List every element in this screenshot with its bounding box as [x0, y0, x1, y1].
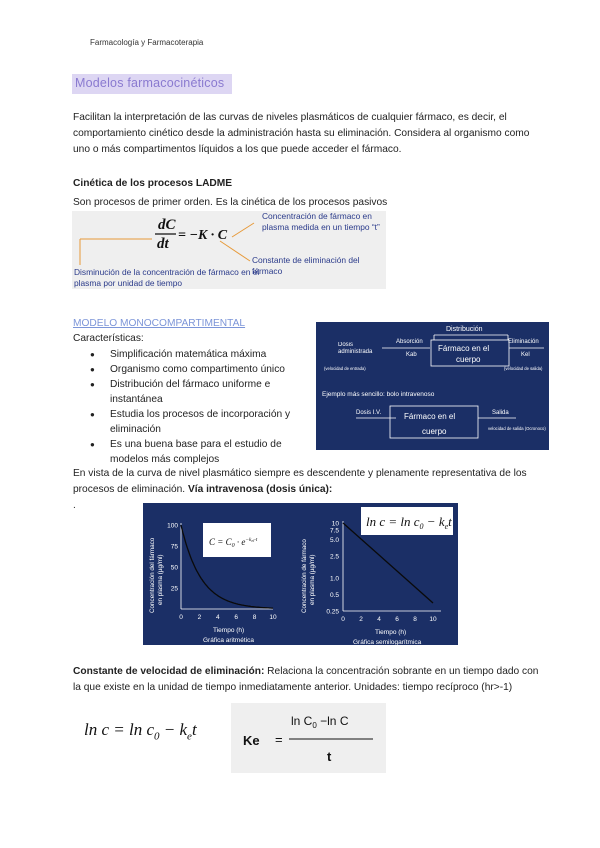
formula-rhs: = −K · C	[178, 228, 228, 243]
arrow-conc	[232, 223, 254, 237]
chart2-x-tick-label: 8	[413, 616, 417, 623]
stray-dot: .	[73, 500, 76, 511]
characteristics-list	[90, 347, 320, 467]
rate-formula-svg	[72, 211, 386, 289]
chart1-xlabel: Tiempo (h)	[213, 627, 245, 634]
bottom-ln-main: ln c = ln c	[84, 720, 155, 739]
ladme-text: Son procesos de primer orden. Es la cinética de los procesos pasivos	[73, 197, 388, 208]
ke-formula-figure	[231, 703, 386, 773]
ke-bold: Constante de velocidad de eliminación:	[73, 666, 265, 677]
chart2-y-tick-label: 10	[331, 520, 339, 528]
chart1-x-tick-label: 0	[179, 614, 183, 621]
chart2-ylabel-2: en plasma (µg/ml)	[309, 554, 316, 605]
chart2-y-tick-label: 0.25	[326, 608, 339, 616]
diag-farmaco-cuerpo-4: cuerpo	[422, 427, 447, 436]
section-title: Modelos farmacocinéticos	[75, 76, 225, 90]
ke-denominator: t	[327, 749, 332, 764]
iv-paragraph	[73, 466, 543, 498]
chart2-formula: $\ln c = \ln c_0 - k_et$	[366, 514, 452, 531]
chart2-x-tick-label: 0	[341, 616, 345, 623]
rate-formula-figure	[72, 211, 386, 289]
chart1-ylabel-1: Concentración del fármaco	[149, 537, 156, 613]
bottom-ln-formula	[84, 720, 197, 742]
formula-dt: dt	[157, 236, 169, 252]
list-item: ● Distribución del fármaco uniforme e instantánea	[90, 377, 320, 407]
mono-link[interactable]: MODELO MONOCOMPARTIMENTAL	[73, 318, 246, 329]
diag-salida: Salida	[492, 410, 509, 416]
diag-dosis-iv: Dosis I.V.	[356, 410, 382, 416]
bottom-ln-sube: e	[187, 730, 192, 743]
iv-plain: En vista de la curva de nivel plasmático siempre es descendente y plenamente representativa de los procesos de eliminación.	[73, 468, 527, 495]
diag-vel-ent: (velocidad de entrada)	[324, 366, 366, 371]
chart1-y-tick-label: 25	[170, 585, 178, 593]
chart1-y-tick-label: 50	[170, 564, 178, 572]
diag-vel-sal: (velocidad de salida)	[504, 366, 543, 371]
ke-formula-svg	[231, 703, 386, 773]
ladme-heading: Cinética de los procesos LADME	[73, 178, 233, 189]
label-conc-box	[262, 211, 386, 251]
ke-equals: =	[275, 732, 283, 747]
iv-bold: Vía intravenosa (dosis única):	[187, 484, 333, 495]
chart-arithmetic	[149, 523, 277, 645]
chart1-title: Gráfica aritmética	[203, 637, 254, 644]
compartment-diagram	[316, 322, 549, 450]
chart1-x-tick-label: 2	[197, 614, 202, 621]
list-item: ● Estudia los procesos de incorporación y eliminación	[90, 407, 320, 437]
chart2-x-tick-label: 4	[377, 616, 381, 623]
bottom-ln-t: t	[191, 720, 197, 739]
chart2-y-tick-label: 1.0	[329, 575, 339, 583]
chart1-x-tick-label: 6	[234, 614, 239, 621]
label-conc: Concentración de fármaco en plasma medida en un tiempo “t”	[262, 211, 380, 232]
bottom-ln-minus: − k	[159, 720, 188, 739]
diag-eliminacion: Eliminación	[508, 339, 539, 345]
diag-farmaco-cuerpo-3: Fármaco en el	[404, 412, 456, 421]
list-item: ● Organismo como compartimento único	[90, 362, 320, 377]
chart1-y-tick-label: 75	[170, 543, 178, 551]
chart2-y-tick-label: 5.0	[329, 537, 339, 545]
chart2-xlabel: Tiempo (h)	[375, 629, 407, 636]
ke-symbol: Ke	[243, 733, 260, 748]
label-k: Constante de eliminación del fármaco	[252, 255, 360, 276]
chart2-x-tick-label: 2	[359, 616, 363, 623]
diag-vel-salida2-box	[488, 426, 548, 446]
chart1-y-tick-label: 100	[167, 522, 178, 530]
intro-paragraph: Facilitan la interpretación de las curvas de niveles plasmáticos de cualquier fármaco, es decir, el comportamiento cinético desde la administración hasta su eliminación. Considera al organismo como uno o más compartimentos líquidos a los que puede acceder el fármaco.	[73, 112, 530, 155]
chart1-x-tick-label: 8	[252, 614, 257, 621]
chart2-title: Gráfica semilogarítmica	[353, 639, 422, 645]
diag-dosis-box	[338, 342, 382, 362]
diag-farmaco-cuerpo-2: cuerpo	[456, 355, 481, 364]
diag-farmaco-cuerpo-1: Fármaco en el	[438, 344, 490, 353]
diag-kab: Kab	[406, 352, 417, 358]
charts-svg	[143, 503, 458, 645]
diag-ejemplo: Ejemplo más sencillo: bolo intravenoso	[322, 391, 435, 398]
chart2-ylabel-1: Concentración de fármaco	[301, 539, 308, 613]
chart2-y-tick-label: 0.5	[329, 591, 339, 599]
chart2-x-tick-label: 10	[429, 616, 437, 623]
compartment-svg	[316, 322, 549, 450]
caracteristicas-label: Características:	[73, 333, 144, 344]
chart1-x-tick-label: 10	[269, 614, 277, 621]
charts-panel	[143, 503, 458, 645]
chart2-y-tick-label: 7.5	[329, 527, 339, 535]
bottom-ln-sub0: 0	[154, 730, 160, 743]
diag-vel-salida2: velocidad de salida (Ocronoco)	[488, 426, 546, 431]
chart1-formula: $C = C_0 \cdot e^{-k}el\cdot t$	[209, 537, 258, 549]
label-dis: Disminución de la concentración de fármaco en el plasma por unidad de tiempo	[74, 267, 260, 288]
document-header: Farmacología y Farmacoterapia	[90, 38, 204, 47]
chart1-x-tick-label: 4	[215, 614, 220, 621]
ke-plain: Relaciona la concentración sobrante en un tiempo dado con la que existe en la unidad de tiempo inmediatamente anterior. Unidades: tiempo recíproco (hr>-1)	[73, 666, 539, 693]
ke-paragraph	[73, 664, 543, 696]
diag-absorcion: Absorción	[396, 339, 423, 345]
ke-numerator: $\ln C_0 -\ln$ C	[291, 714, 349, 730]
list-item: ● Es una buena base para el estudio de modelos más complejos	[90, 437, 320, 467]
list-item: ● Simplificación matemática máxima	[90, 347, 320, 362]
chart1-ylabel-2: en plasma (µg/ml)	[157, 554, 164, 605]
diag-distribucion: Distribución	[446, 326, 483, 333]
label-dis-box	[74, 267, 274, 289]
chart-semilog	[301, 507, 453, 645]
chart2-x-tick-label: 6	[395, 616, 399, 623]
arrow-k	[220, 241, 250, 261]
chart2-y-tick-label: 2.5	[329, 553, 339, 561]
formula-dc: dC	[158, 217, 176, 233]
diag-dosis: Dosis administrada	[338, 342, 373, 355]
diag-kel: Kel	[521, 352, 530, 358]
